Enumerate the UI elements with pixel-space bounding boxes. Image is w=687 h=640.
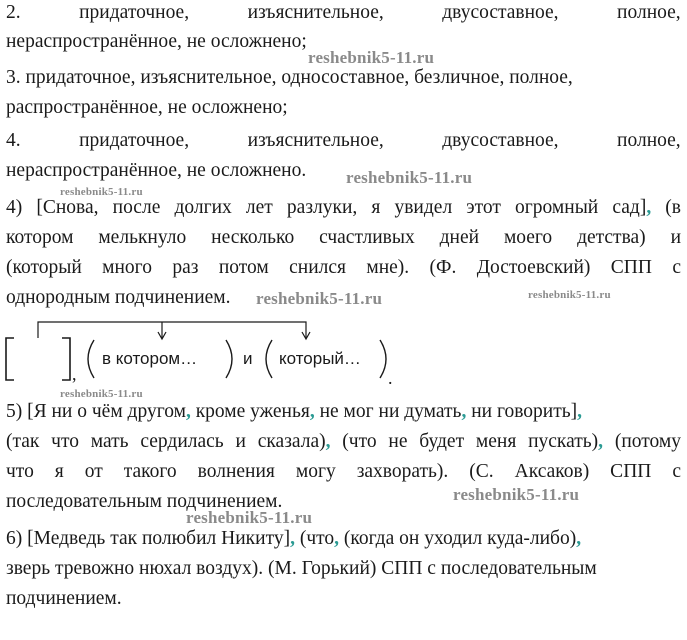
scheme-connector: и <box>243 349 253 368</box>
text-line-12 <box>6 430 681 454</box>
text-segment: 3. придаточное, изъяснительное, односоставное, безличное, полное, <box>6 67 573 88</box>
clause2-close-paren <box>380 340 386 378</box>
text-segment: 4. придаточное, изъяснительное, двусоставное, полное, <box>6 130 681 151</box>
text-segment: не мог ни думать <box>314 401 462 422</box>
accent-comma: , <box>325 431 331 452</box>
text-segment: что я от такого волнения могу захворать). (С. Аксаков) СПП с <box>6 461 681 482</box>
watermark: reshebnik5-11.ru <box>186 508 313 527</box>
text-segment: ни говорить] <box>466 401 578 422</box>
accent-comma: , <box>290 528 295 549</box>
text-segment: подчинением. <box>6 588 122 609</box>
text-line-1 <box>6 1 681 25</box>
text-segment: однородным подчинением. <box>6 287 231 308</box>
clause2-open-paren <box>266 340 272 378</box>
accent-comma: , <box>185 401 191 422</box>
text-segment: 6) [Медведь так полюбил Никиту] <box>6 528 291 549</box>
text-segment: (который много раз потом снился мне). (Ф. Достоевский) СПП с <box>6 257 681 278</box>
text-segment: (когда он уходил куда-либо) <box>339 528 577 549</box>
text-segment: нераспространённое, не осложнено. <box>6 160 307 181</box>
text-segment: (что не будет меня пускать) <box>330 431 599 452</box>
text-segment: (в <box>651 197 681 218</box>
text-segment: кроме уженья <box>190 401 310 422</box>
accent-comma: , <box>577 401 583 422</box>
text-line-8 <box>6 226 681 250</box>
watermark: reshebnik5-11.ru <box>308 48 435 67</box>
text-segment: 4) [Снова, после долгих лет разлуки, я увидел этот огромный сад] <box>6 197 647 218</box>
text-line-4 <box>6 96 681 120</box>
text-segment: зверь тревожно нюхал воздух). (М. Горький) СПП с последовательным <box>6 558 597 579</box>
text-line-13 <box>6 460 681 484</box>
accent-comma: , <box>598 431 604 452</box>
watermark: reshebnik5-11.ru <box>60 186 143 198</box>
text-line-6 <box>6 159 681 183</box>
clause1-close-paren <box>226 340 232 378</box>
text-line-7 <box>6 196 681 220</box>
text-segment: (так что мать сердилась и сказала) <box>6 431 326 452</box>
sentence-scheme <box>0 318 420 390</box>
text-segment: (потому <box>603 431 681 452</box>
text-segment: (что <box>294 528 335 549</box>
accent-comma: , <box>461 401 467 422</box>
watermark: reshebnik5-11.ru <box>256 289 383 308</box>
text-segment: котором мелькнуло несколько счастливых дней моего детства) и <box>6 227 681 248</box>
accent-comma: , <box>309 401 315 422</box>
text-line-5 <box>6 129 681 153</box>
scheme-comma: , <box>72 364 77 384</box>
watermark: reshebnik5-11.ru <box>60 388 143 400</box>
clause1-open-paren <box>88 340 94 378</box>
text-line-15 <box>6 527 681 551</box>
main-clause-close-bracket <box>62 338 70 380</box>
text-segment: распространённое, не осложнено; <box>6 97 288 118</box>
clause1-label: в котором… <box>102 349 198 368</box>
text-line-3 <box>6 66 681 90</box>
scheme-period: . <box>388 368 393 388</box>
scheme-arrow-line <box>38 322 306 338</box>
text-segment: нераспространённое, не осложнено; <box>6 31 307 52</box>
text-line-17 <box>6 587 681 611</box>
text-line-11 <box>6 400 681 424</box>
main-clause-open-bracket <box>6 338 14 380</box>
text-segment: 2. придаточное, изъяснительное, двусоставное, полное, <box>6 2 681 23</box>
accent-comma: , <box>646 197 652 218</box>
text-line-14 <box>6 490 681 514</box>
text-segment: последовательным подчинением. <box>6 491 283 512</box>
clause2-label: который… <box>279 349 361 368</box>
watermark: reshebnik5-11.ru <box>453 485 580 504</box>
accent-comma: , <box>334 528 340 549</box>
text-line-16 <box>6 557 681 581</box>
watermark: reshebnik5-11.ru <box>528 289 611 301</box>
watermark: reshebnik5-11.ru <box>346 168 473 187</box>
text-segment: 5) [Я ни о чём другом <box>6 401 186 422</box>
accent-comma: , <box>576 528 582 549</box>
text-line-9 <box>6 256 681 280</box>
